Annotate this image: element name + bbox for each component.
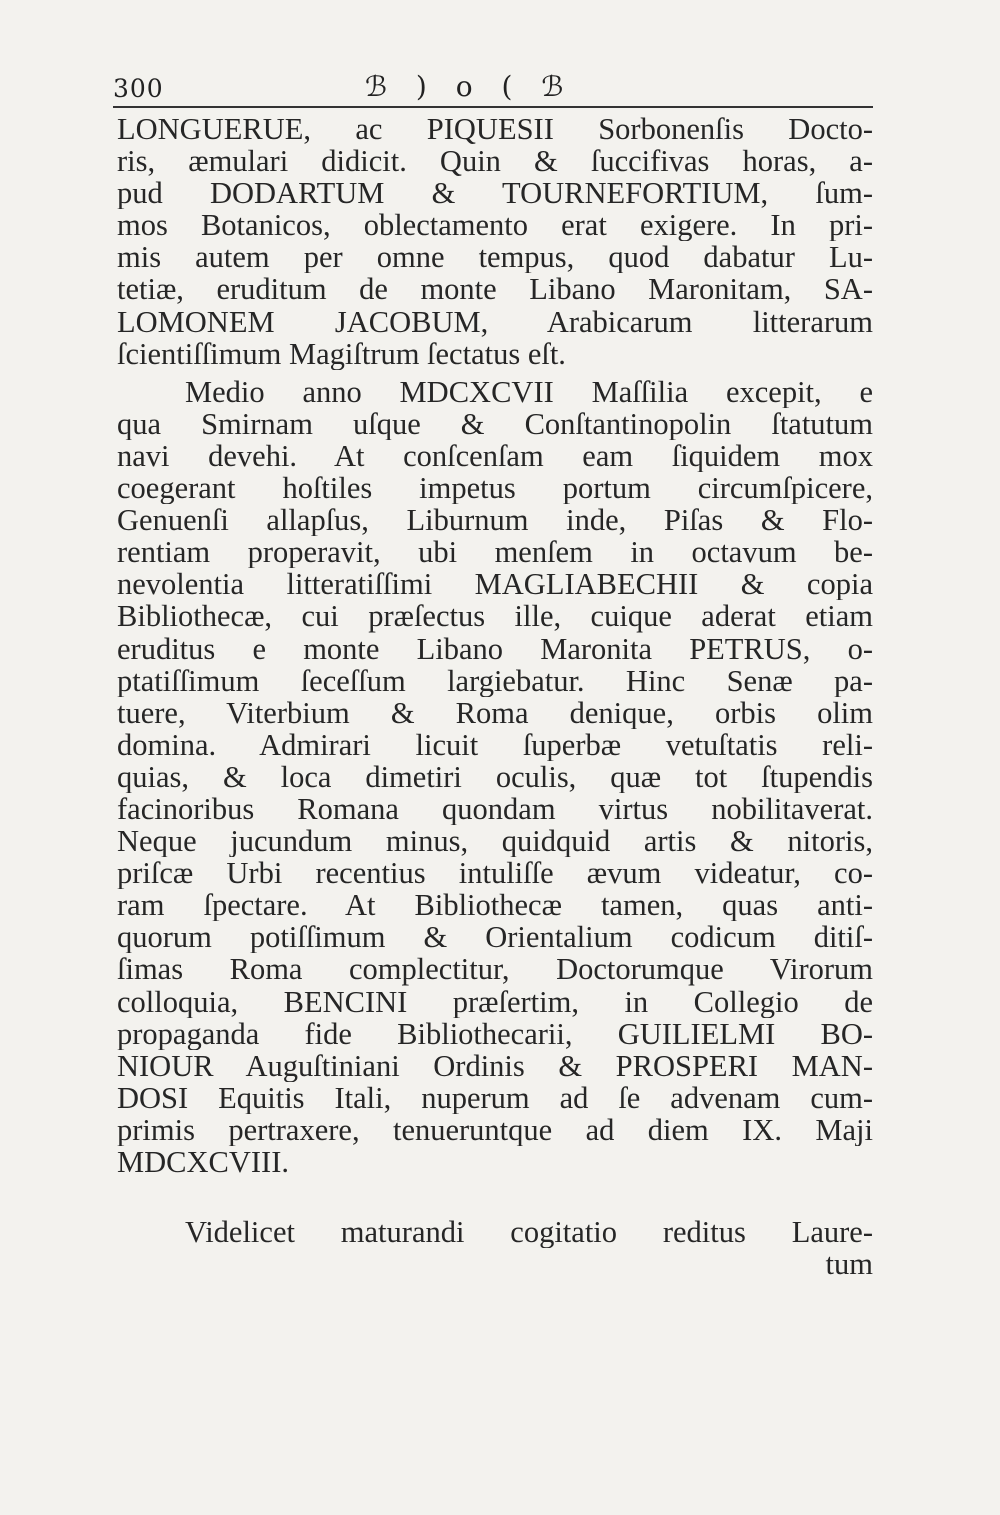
text-line: quorum potiſſimum & Orientalium codicum ditiſ- bbox=[117, 921, 873, 954]
header-rule bbox=[113, 106, 873, 108]
body-text bbox=[117, 113, 873, 1280]
text-line: navi devehi. At conſcenſam eam ſiquidem mox bbox=[117, 439, 873, 473]
text-line: ram ſpectare. At Bibliothecæ tamen, quas anti- bbox=[117, 889, 873, 922]
catchword: tum bbox=[825, 1248, 873, 1281]
text-line: DOSI Equitis Itali, nuperum ad ſe advenam cum- bbox=[117, 1081, 873, 1114]
text-line: Genuenſi allapſus, Liburnum inde, Piſas & Flo- bbox=[117, 504, 873, 537]
text-line: quias, & loca dimetiri oculis, quæ tot ſtupendis bbox=[117, 760, 873, 793]
text-line: facinoribus Romana quondam virtus nobilitaverat. bbox=[117, 792, 873, 826]
text-line: tetiæ, eruditum de monte Libano Maronitam, SA- bbox=[117, 273, 873, 306]
text-line: coegerant hoſtiles impetus portum circumſpicere, bbox=[117, 472, 873, 505]
text-line: pud DODARTUM & TOURNEFORTIUM, ſum- bbox=[117, 177, 873, 210]
text-line: qua Smirnam uſque & Conſtantinopolin ſtatutum bbox=[117, 407, 873, 440]
text-line: ſcientiſſimum Magiſtrum ſectatus eſt. bbox=[117, 337, 566, 370]
text-line: NIOUR Auguſtiniani Ordinis & PROSPERI MAN- bbox=[117, 1049, 873, 1082]
text-line: primis pertraxere, tenueruntque ad diem IX. Maji bbox=[117, 1113, 873, 1146]
text-line: mos Botanicos, oblectamento erat exigere. In pri- bbox=[117, 209, 873, 242]
text-line: propaganda fide Bibliothecarii, GUILIELMI BO- bbox=[117, 1017, 873, 1050]
text-line: LOMONEM JACOBUM, Arabicarum litterarum bbox=[117, 305, 873, 338]
page-number: 300 bbox=[113, 74, 164, 103]
running-header bbox=[113, 68, 873, 108]
text-line: Videlicet maturandi cogitatio reditus Laure- bbox=[185, 1216, 873, 1249]
header-ornament: ℬ ) o ( ℬ bbox=[365, 70, 574, 103]
text-line: priſcæ Urbi recentius intuliſſe ævum videatur, co- bbox=[117, 857, 873, 890]
text-line: mis autem per omne tempus, quod dabatur Lu- bbox=[117, 241, 873, 274]
text-line: MDCXCVIII. bbox=[117, 1146, 289, 1179]
text-line: Neque jucundum minus, quidquid artis & nitoris, bbox=[117, 825, 873, 858]
text-line: rentiam properavit, ubi menſem in octavum be- bbox=[117, 536, 873, 569]
text-line: domina. Admirari licuit ſuperbæ vetuſtatis reli- bbox=[117, 728, 873, 761]
text-line: eruditus e monte Libano Maronita PETRUS, o- bbox=[117, 632, 873, 665]
text-line: tuere, Viterbium & Roma denique, orbis olim bbox=[117, 696, 873, 729]
text-line: ptatiſſimum ſeceſſum largiebatur. Hinc Senæ pa- bbox=[117, 664, 873, 697]
text-line: colloquia, BENCINI præſertim, in Collegio de bbox=[117, 985, 873, 1018]
text-line: ſimas Roma complectitur, Doctorumque Virorum bbox=[117, 953, 873, 986]
text-line: Medio anno MDCXCVII Maſſilia excepit, e bbox=[185, 375, 873, 408]
text-line: nevolentia litteratiſſimi MAGLIABECHII & copia bbox=[117, 568, 873, 601]
text-line: LONGUERUE, ac PIQUESII Sorbonenſis Docto- bbox=[117, 113, 873, 146]
text-line: Bibliothecæ, cui præſectus ille, cuique aderat etiam bbox=[117, 600, 873, 633]
text-line: ris, æmulari didicit. Quin & ſuccifivas horas, a- bbox=[117, 145, 873, 178]
